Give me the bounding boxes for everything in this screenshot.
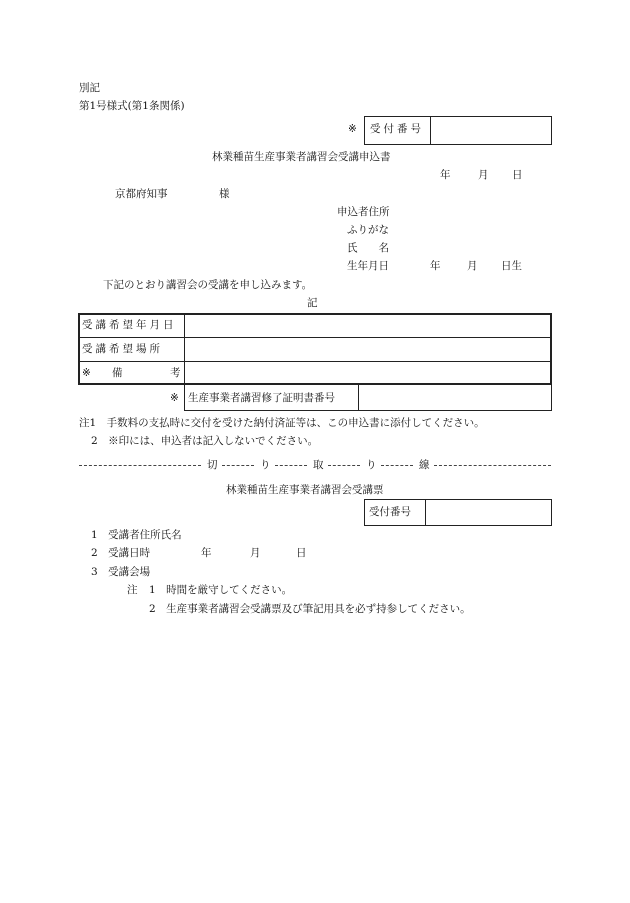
- date-month: 月: [478, 169, 489, 181]
- ticket-item-1: 1 受講者住所氏名: [91, 529, 182, 541]
- ticket-reception-field[interactable]: [430, 505, 546, 521]
- cutline-dash-3: [275, 465, 307, 466]
- reception-mark: ※: [348, 123, 357, 135]
- ticket-item-3: 3 受講会場: [91, 566, 151, 578]
- certificate-divider: [358, 385, 359, 411]
- table-row-divider-2: [78, 361, 552, 362]
- reception-number-field[interactable]: [436, 124, 546, 138]
- ticket-title: 林業種苗生産事業者講習会受講票: [226, 484, 384, 496]
- cutline-dash-1: [79, 465, 201, 466]
- table-row-divider-1: [78, 337, 552, 338]
- ticket-note-head: 注: [127, 584, 138, 596]
- birth-year: 年: [430, 260, 441, 272]
- cutline-ri-1: り: [260, 459, 271, 471]
- ticket-note-2: 2 生産事業者講習会受講票及び筆記用具を必ず持参してください。: [149, 603, 471, 615]
- desired-date-field[interactable]: [190, 318, 545, 334]
- ticket-reception-label: 受付番号: [369, 506, 411, 518]
- reception-label: 受付番号: [370, 123, 424, 135]
- reception-divider: [430, 116, 431, 145]
- cutline-dash-6: [434, 465, 551, 466]
- remarks-mark: ※: [82, 367, 91, 379]
- ticket-item-2: 2 受講日時: [91, 547, 151, 559]
- ki-label: 記: [307, 297, 318, 309]
- ticket-item-2-day: 日: [296, 547, 307, 559]
- certificate-label: 生産事業者講習修了証明書番号: [188, 392, 335, 404]
- applicant-furigana-label: ふりがな: [347, 224, 389, 236]
- note-1: 注1 手数料の支払時に交付を受けた納付済証等は、この申込書に添付してください。: [79, 417, 485, 429]
- addressee-name: 京都府知事: [115, 188, 168, 200]
- certificate-number-field[interactable]: [364, 391, 546, 407]
- applicant-birth-label: 生年月日: [347, 260, 389, 272]
- remarks-label-b: 考: [170, 367, 181, 379]
- cutline-dash-2: [222, 465, 254, 466]
- cutline-kiri: 切: [207, 459, 218, 471]
- ticket-note-1: 1 時間を厳守してください。: [149, 584, 293, 596]
- cert-mark: ※: [170, 392, 179, 404]
- ticket-item-2-year: 年: [201, 547, 212, 559]
- ticket-reception-divider: [425, 499, 426, 526]
- desired-place-field[interactable]: [190, 342, 545, 358]
- cutline-ri-2: り: [366, 459, 377, 471]
- birth-month: 月: [467, 260, 478, 272]
- cutline-sen: 線: [419, 459, 430, 471]
- addressee-honorific: 様: [219, 188, 230, 200]
- remarks-field[interactable]: [190, 366, 545, 382]
- form-title: 林業種苗生産事業者講習会受講申込書: [212, 151, 391, 163]
- birth-day: 日生: [501, 260, 522, 272]
- cutline-dash-4: [328, 465, 360, 466]
- application-statement: 下記のとおり講習会の受講を申し込みます。: [103, 279, 313, 291]
- remarks-label-a: 備: [112, 367, 123, 379]
- applicant-name-label: 氏 名: [347, 242, 389, 254]
- form-number: 第1号様式(第1条関係): [79, 100, 185, 112]
- row-desired-place-label: 受講希望場所: [82, 343, 163, 355]
- annex-label: 別記: [79, 82, 100, 94]
- cutline-tori: 取: [313, 459, 324, 471]
- note-2: 2 ※印には、申込者は記入しないでください。: [91, 435, 319, 447]
- cutline-dash-5: [381, 465, 413, 466]
- table-column-divider: [184, 313, 185, 385]
- applicant-address-label: 申込者住所: [337, 206, 390, 218]
- date-year: 年: [440, 169, 451, 181]
- row-desired-date-label: 受講希望年月日: [82, 319, 177, 331]
- date-day: 日: [512, 169, 523, 181]
- ticket-item-2-month: 月: [250, 547, 261, 559]
